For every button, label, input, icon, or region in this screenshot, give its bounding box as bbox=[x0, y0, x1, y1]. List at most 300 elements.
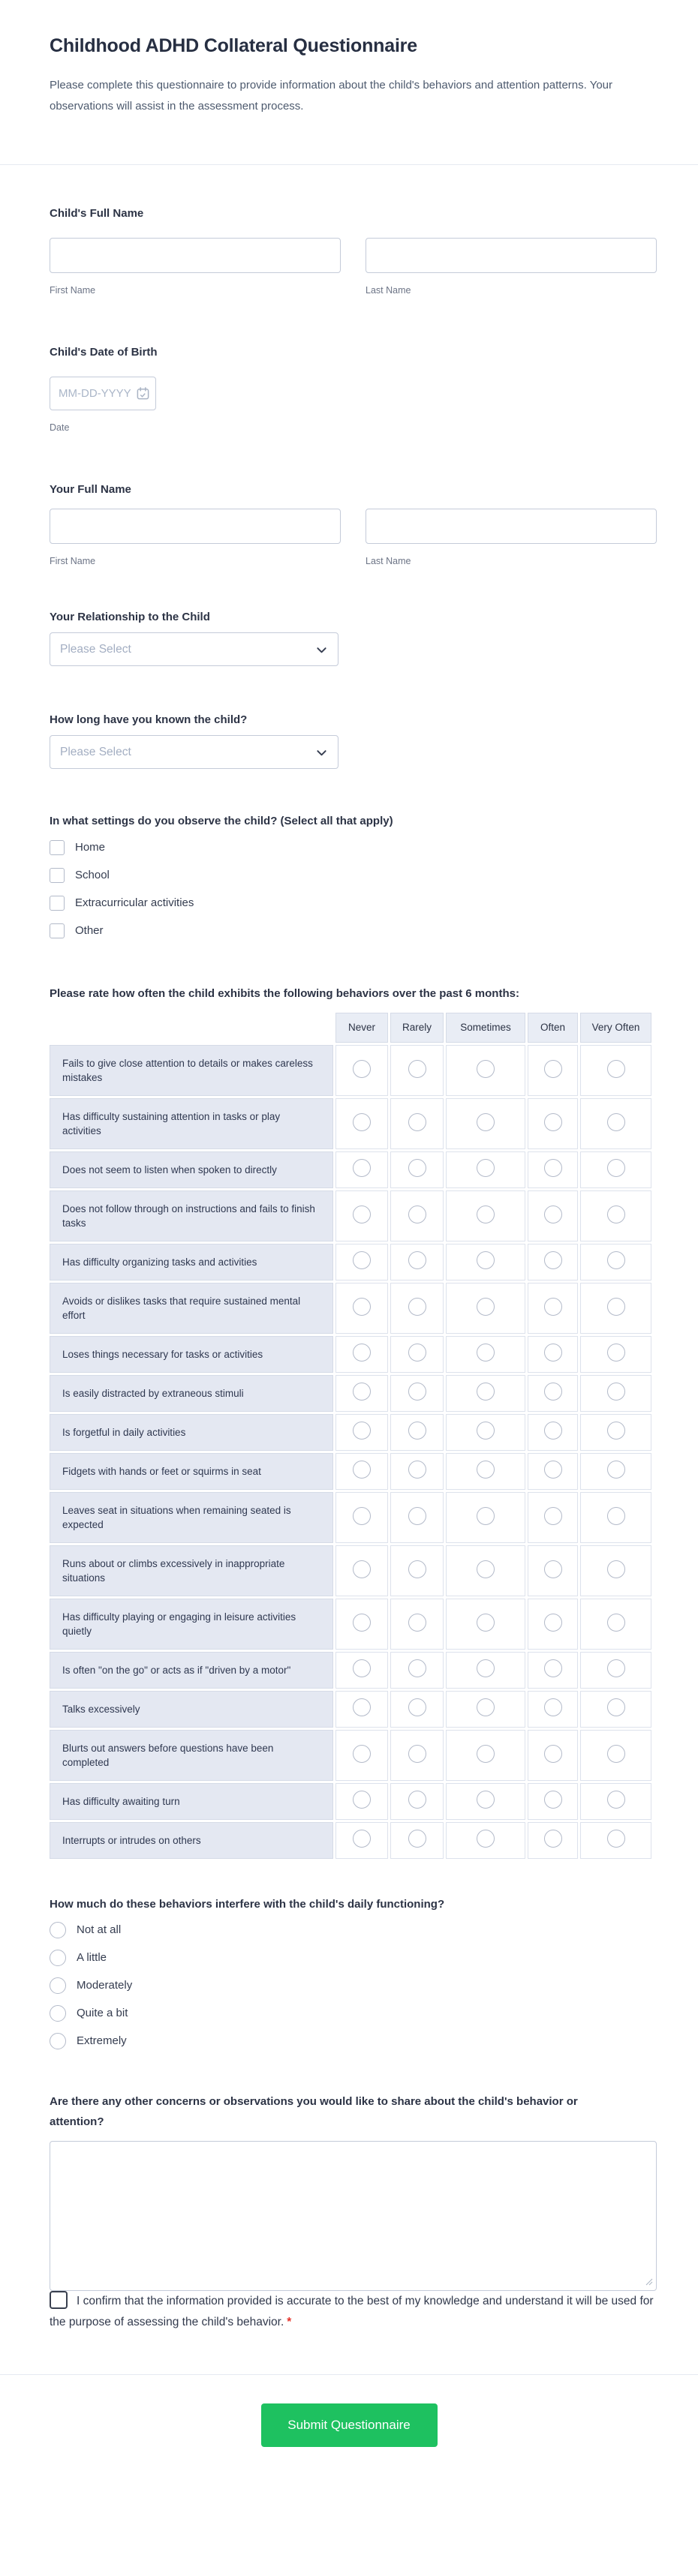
matrix-cell bbox=[446, 1492, 525, 1543]
matrix-cell bbox=[390, 1492, 444, 1543]
matrix-cell bbox=[390, 1190, 444, 1241]
matrix-cell bbox=[446, 1730, 525, 1781]
checkbox-option-other bbox=[50, 923, 657, 938]
matrix-cell bbox=[390, 1151, 444, 1188]
row-label: Talks excessively bbox=[50, 1691, 333, 1728]
checkbox-option-home bbox=[50, 840, 657, 855]
dob-sublabel: Date bbox=[50, 422, 70, 433]
column-header-very-often: Very Often bbox=[580, 1013, 651, 1043]
row-label: Fails to give close attention to details or makes careless mistakes bbox=[50, 1045, 333, 1096]
matrix-row bbox=[50, 1283, 651, 1334]
submit-area bbox=[41, 2403, 657, 2447]
matrix-radio[interactable] bbox=[353, 1344, 371, 1362]
matrix-cell bbox=[528, 1822, 578, 1859]
last-name-column bbox=[366, 238, 657, 296]
matrix-row bbox=[50, 1599, 651, 1650]
matrix-radio[interactable] bbox=[544, 1830, 562, 1848]
matrix-radio[interactable] bbox=[353, 1461, 371, 1479]
extracurricular-checkbox[interactable] bbox=[50, 896, 65, 911]
matrix-radio[interactable] bbox=[544, 1344, 562, 1362]
matrix-cell bbox=[580, 1336, 651, 1373]
row-label: Is easily distracted by extraneous stimuli bbox=[50, 1375, 333, 1412]
matrix-label: Please rate how often the child exhibits the following behaviors over the past 6 months: bbox=[50, 987, 519, 1000]
matrix-cell bbox=[446, 1244, 525, 1280]
matrix-radio[interactable] bbox=[607, 1344, 625, 1362]
settings-label: In what settings do you observe the child? (Select all that apply) bbox=[50, 815, 393, 827]
school-checkbox[interactable] bbox=[50, 868, 65, 883]
matrix-radio[interactable] bbox=[353, 1298, 371, 1316]
matrix-radio[interactable] bbox=[544, 1251, 562, 1269]
relationship-placeholder: Please Select bbox=[60, 642, 131, 656]
matrix-radio[interactable] bbox=[408, 1060, 426, 1078]
page-title: Childhood ADHD Collateral Questionnaire bbox=[50, 35, 417, 56]
matrix-cell bbox=[446, 1414, 525, 1451]
matrix-cell bbox=[335, 1336, 388, 1373]
your-name-label: Your Full Name bbox=[50, 483, 131, 496]
matrix-cell bbox=[335, 1453, 388, 1490]
a-little-radio[interactable] bbox=[50, 1950, 66, 1966]
matrix-radio[interactable] bbox=[477, 1461, 495, 1479]
matrix-row bbox=[50, 1730, 651, 1781]
matrix-cell bbox=[335, 1283, 388, 1334]
known-length-placeholder: Please Select bbox=[60, 745, 131, 758]
matrix-radio[interactable] bbox=[607, 1745, 625, 1763]
matrix-cell bbox=[528, 1151, 578, 1188]
behavior-matrix-table bbox=[47, 1010, 654, 1861]
matrix-cell bbox=[390, 1414, 444, 1451]
matrix-radio[interactable] bbox=[353, 1791, 371, 1809]
interference-label: How much do these behaviors interfere with the child's daily functioning? bbox=[50, 1898, 445, 1911]
child-first-name-input[interactable] bbox=[50, 238, 341, 273]
matrix-cell bbox=[580, 1098, 651, 1149]
matrix-cell bbox=[580, 1599, 651, 1650]
matrix-cell bbox=[580, 1822, 651, 1859]
matrix-radio[interactable] bbox=[408, 1791, 426, 1809]
matrix-radio[interactable] bbox=[408, 1344, 426, 1362]
matrix-cell bbox=[390, 1599, 444, 1650]
matrix-radio[interactable] bbox=[477, 1159, 495, 1177]
matrix-cell bbox=[335, 1822, 388, 1859]
extracurricular-label: Extracurricular activities bbox=[75, 896, 194, 909]
settings-options bbox=[50, 840, 657, 938]
matrix-radio[interactable] bbox=[353, 1422, 371, 1440]
matrix-cell bbox=[446, 1691, 525, 1728]
matrix-row bbox=[50, 1492, 651, 1543]
matrix-cell bbox=[580, 1151, 651, 1188]
matrix-cell bbox=[528, 1045, 578, 1096]
last-name-column bbox=[366, 509, 657, 567]
resize-handle-icon[interactable] bbox=[645, 2278, 653, 2286]
column-header-never: Never bbox=[335, 1013, 388, 1043]
chevron-down-icon bbox=[316, 644, 327, 656]
matrix-radio[interactable] bbox=[544, 1560, 562, 1578]
concerns-textarea[interactable] bbox=[50, 2141, 657, 2291]
quite-a-bit-label: Quite a bit bbox=[77, 2007, 128, 2019]
radio-option-not-at-all bbox=[50, 1922, 657, 1938]
matrix-corner-cell bbox=[50, 1013, 333, 1043]
matrix-radio[interactable] bbox=[607, 1383, 625, 1401]
matrix-radio[interactable] bbox=[607, 1830, 625, 1848]
matrix-radio[interactable] bbox=[477, 1251, 495, 1269]
child-name-label: Child's Full Name bbox=[50, 207, 144, 220]
matrix-radio[interactable] bbox=[477, 1344, 495, 1362]
matrix-radio[interactable] bbox=[408, 1507, 426, 1525]
matrix-radio[interactable] bbox=[408, 1698, 426, 1716]
matrix-radio[interactable] bbox=[544, 1745, 562, 1763]
matrix-radio[interactable] bbox=[544, 1159, 562, 1177]
matrix-cell bbox=[580, 1783, 651, 1820]
matrix-radio[interactable] bbox=[544, 1113, 562, 1131]
matrix-radio[interactable] bbox=[353, 1205, 371, 1223]
row-label: Has difficulty awaiting turn bbox=[50, 1783, 333, 1820]
matrix-row bbox=[50, 1691, 651, 1728]
matrix-cell bbox=[335, 1045, 388, 1096]
not-at-all-label: Not at all bbox=[77, 1923, 122, 1936]
matrix-radio[interactable] bbox=[477, 1745, 495, 1763]
matrix-cell bbox=[528, 1730, 578, 1781]
matrix-cell bbox=[335, 1244, 388, 1280]
column-header-often: Often bbox=[528, 1013, 578, 1043]
first-name-sublabel: First Name bbox=[50, 285, 96, 296]
matrix-radio[interactable] bbox=[477, 1205, 495, 1223]
matrix-radio[interactable] bbox=[544, 1507, 562, 1525]
matrix-radio[interactable] bbox=[607, 1113, 625, 1131]
a-little-label: A little bbox=[77, 1951, 107, 1964]
child-last-name-input[interactable] bbox=[366, 238, 657, 273]
matrix-row bbox=[50, 1545, 651, 1596]
row-label: Has difficulty organizing tasks and activities bbox=[50, 1244, 333, 1280]
matrix-cell bbox=[446, 1190, 525, 1241]
matrix-radio[interactable] bbox=[607, 1791, 625, 1809]
row-label: Does not follow through on instructions and fails to finish tasks bbox=[50, 1190, 333, 1241]
header-divider bbox=[0, 164, 698, 165]
matrix-radio[interactable] bbox=[353, 1251, 371, 1269]
matrix-cell bbox=[335, 1492, 388, 1543]
first-name-column bbox=[50, 509, 341, 567]
matrix-cell bbox=[528, 1652, 578, 1689]
matrix-radio[interactable] bbox=[607, 1060, 625, 1078]
required-asterisk: * bbox=[287, 2316, 292, 2328]
matrix-radio[interactable] bbox=[353, 1113, 371, 1131]
other-checkbox[interactable] bbox=[50, 923, 65, 938]
matrix-cell bbox=[446, 1151, 525, 1188]
matrix-cell bbox=[335, 1691, 388, 1728]
field-your-full-name bbox=[50, 482, 657, 567]
field-known-length bbox=[50, 713, 657, 769]
matrix-radio[interactable] bbox=[607, 1560, 625, 1578]
matrix-cell bbox=[335, 1652, 388, 1689]
matrix-radio[interactable] bbox=[408, 1830, 426, 1848]
matrix-cell bbox=[390, 1545, 444, 1596]
matrix-radio[interactable] bbox=[607, 1507, 625, 1525]
matrix-cell bbox=[335, 1545, 388, 1596]
matrix-radio[interactable] bbox=[544, 1461, 562, 1479]
extremely-label: Extremely bbox=[77, 2034, 127, 2047]
dob-input[interactable] bbox=[50, 377, 156, 410]
matrix-radio[interactable] bbox=[408, 1251, 426, 1269]
matrix-cell bbox=[580, 1652, 651, 1689]
matrix-radio[interactable] bbox=[408, 1113, 426, 1131]
matrix-radio[interactable] bbox=[544, 1383, 562, 1401]
matrix-cell bbox=[390, 1783, 444, 1820]
moderately-radio[interactable] bbox=[50, 1977, 66, 1994]
quite-a-bit-radio[interactable] bbox=[50, 2005, 66, 2022]
matrix-radio[interactable] bbox=[477, 1507, 495, 1525]
matrix-radio[interactable] bbox=[544, 1298, 562, 1316]
matrix-row bbox=[50, 1244, 651, 1280]
field-settings bbox=[50, 814, 657, 938]
child-name-inputs bbox=[50, 238, 657, 296]
matrix-cell bbox=[390, 1730, 444, 1781]
your-first-name-input[interactable] bbox=[50, 509, 341, 544]
matrix-cell bbox=[446, 1283, 525, 1334]
row-label: Fidgets with hands or feet or squirms in seat bbox=[50, 1453, 333, 1490]
school-label: School bbox=[75, 869, 110, 881]
matrix-radio[interactable] bbox=[353, 1560, 371, 1578]
matrix-cell bbox=[528, 1336, 578, 1373]
matrix-radio[interactable] bbox=[607, 1298, 625, 1316]
matrix-cell bbox=[580, 1545, 651, 1596]
matrix-radio[interactable] bbox=[544, 1422, 562, 1440]
matrix-cell bbox=[580, 1045, 651, 1096]
your-name-inputs bbox=[50, 509, 657, 567]
matrix-cell bbox=[528, 1283, 578, 1334]
checkbox-option-school bbox=[50, 868, 657, 883]
matrix-radio[interactable] bbox=[408, 1298, 426, 1316]
matrix-radio[interactable] bbox=[477, 1113, 495, 1131]
matrix-radio[interactable] bbox=[607, 1659, 625, 1677]
matrix-cell bbox=[335, 1730, 388, 1781]
radio-option-quite-a-bit bbox=[50, 2005, 657, 2022]
matrix-cell bbox=[446, 1336, 525, 1373]
row-label: Loses things necessary for tasks or activities bbox=[50, 1336, 333, 1373]
matrix-radio[interactable] bbox=[353, 1659, 371, 1677]
matrix-radio[interactable] bbox=[477, 1383, 495, 1401]
row-label: Interrupts or intrudes on others bbox=[50, 1822, 333, 1859]
home-checkbox[interactable] bbox=[50, 840, 65, 855]
matrix-radio[interactable] bbox=[408, 1745, 426, 1763]
matrix-cell bbox=[446, 1453, 525, 1490]
row-label: Does not seem to listen when spoken to directly bbox=[50, 1151, 333, 1188]
matrix-radio[interactable] bbox=[607, 1614, 625, 1632]
matrix-cell bbox=[335, 1783, 388, 1820]
matrix-cell bbox=[528, 1691, 578, 1728]
matrix-radio[interactable] bbox=[544, 1659, 562, 1677]
matrix-cell bbox=[335, 1190, 388, 1241]
radio-option-a-little bbox=[50, 1950, 657, 1966]
matrix-cell bbox=[580, 1283, 651, 1334]
matrix-row bbox=[50, 1783, 651, 1820]
matrix-radio[interactable] bbox=[477, 1659, 495, 1677]
matrix-radio[interactable] bbox=[607, 1159, 625, 1177]
matrix-cell bbox=[446, 1045, 525, 1096]
matrix-row bbox=[50, 1822, 651, 1859]
relationship-select[interactable] bbox=[50, 632, 338, 666]
matrix-radio[interactable] bbox=[544, 1614, 562, 1632]
matrix-cell bbox=[335, 1151, 388, 1188]
row-label: Runs about or climbs excessively in inappropriate situations bbox=[50, 1545, 333, 1596]
matrix-radio[interactable] bbox=[477, 1298, 495, 1316]
matrix-cell bbox=[446, 1375, 525, 1412]
confirm-checkbox[interactable] bbox=[50, 2291, 68, 2309]
confirmation-row bbox=[50, 2295, 654, 2328]
matrix-row bbox=[50, 1375, 651, 1412]
matrix-radio[interactable] bbox=[408, 1159, 426, 1177]
matrix-cell bbox=[446, 1599, 525, 1650]
matrix-cell bbox=[390, 1244, 444, 1280]
last-name-sublabel: Last Name bbox=[366, 556, 411, 566]
matrix-cell bbox=[446, 1098, 525, 1149]
matrix-radio[interactable] bbox=[607, 1461, 625, 1479]
matrix-row bbox=[50, 1453, 651, 1490]
matrix-radio[interactable] bbox=[607, 1698, 625, 1716]
matrix-radio[interactable] bbox=[607, 1251, 625, 1269]
matrix-row bbox=[50, 1045, 651, 1096]
known-length-select[interactable] bbox=[50, 735, 338, 769]
not-at-all-radio[interactable] bbox=[50, 1922, 66, 1938]
field-interference bbox=[50, 1897, 657, 2049]
matrix-radio[interactable] bbox=[544, 1698, 562, 1716]
radio-option-extremely bbox=[50, 2033, 657, 2049]
matrix-cell bbox=[528, 1244, 578, 1280]
matrix-cell bbox=[390, 1283, 444, 1334]
matrix-cell bbox=[390, 1822, 444, 1859]
matrix-row bbox=[50, 1336, 651, 1373]
row-label: Leaves seat in situations when remaining seated is expected bbox=[50, 1492, 333, 1543]
matrix-radio[interactable] bbox=[408, 1422, 426, 1440]
matrix-radio[interactable] bbox=[408, 1614, 426, 1632]
row-label: Has difficulty playing or engaging in leisure activities quietly bbox=[50, 1599, 333, 1650]
dob-input-wrap bbox=[50, 377, 156, 410]
row-label: Has difficulty sustaining attention in tasks or play activities bbox=[50, 1098, 333, 1149]
matrix-radio[interactable] bbox=[408, 1461, 426, 1479]
matrix-radio[interactable] bbox=[408, 1659, 426, 1677]
matrix-radio[interactable] bbox=[353, 1830, 371, 1848]
matrix-radio[interactable] bbox=[607, 1422, 625, 1440]
matrix-radio[interactable] bbox=[477, 1830, 495, 1848]
matrix-cell bbox=[528, 1190, 578, 1241]
chevron-down-icon bbox=[316, 747, 327, 758]
matrix-cell bbox=[335, 1098, 388, 1149]
home-label: Home bbox=[75, 841, 106, 854]
matrix-radio[interactable] bbox=[353, 1060, 371, 1078]
row-label: Avoids or dislikes tasks that require sustained mental effort bbox=[50, 1283, 333, 1334]
matrix-cell bbox=[580, 1190, 651, 1241]
matrix-cell bbox=[446, 1783, 525, 1820]
matrix-cell bbox=[580, 1453, 651, 1490]
dob-label: Child's Date of Birth bbox=[50, 346, 158, 359]
matrix-cell bbox=[580, 1375, 651, 1412]
row-label: Blurts out answers before questions have been completed bbox=[50, 1730, 333, 1781]
matrix-cell bbox=[528, 1599, 578, 1650]
matrix-row bbox=[50, 1414, 651, 1451]
matrix-radio[interactable] bbox=[408, 1383, 426, 1401]
confirm-label: I confirm that the information provided is accurate to the best of my knowledge and understand it will be used for the purpose of assessing the child's behavior. bbox=[50, 2295, 654, 2328]
matrix-radio[interactable] bbox=[353, 1698, 371, 1716]
matrix-cell bbox=[335, 1599, 388, 1650]
matrix-radio[interactable] bbox=[353, 1614, 371, 1632]
field-concerns bbox=[50, 2091, 657, 2291]
concerns-label: Are there any other concerns or observations you would like to share about the child's behavior or attention? bbox=[50, 2095, 578, 2128]
concerns-textarea-wrap bbox=[50, 2141, 657, 2291]
matrix-radio[interactable] bbox=[607, 1205, 625, 1223]
submit-divider bbox=[0, 2374, 698, 2375]
matrix-radio[interactable] bbox=[477, 1698, 495, 1716]
matrix-cell bbox=[528, 1414, 578, 1451]
matrix-radio[interactable] bbox=[477, 1614, 495, 1632]
matrix-cell bbox=[528, 1492, 578, 1543]
other-label: Other bbox=[75, 924, 104, 937]
matrix-cell bbox=[390, 1375, 444, 1412]
matrix-radio[interactable] bbox=[408, 1205, 426, 1223]
submit-button[interactable]: Submit Questionnaire bbox=[261, 2403, 438, 2447]
first-name-column bbox=[50, 238, 341, 296]
field-child-full-name bbox=[50, 206, 657, 296]
matrix-row bbox=[50, 1190, 651, 1241]
checkbox-option-extracurricular bbox=[50, 896, 657, 911]
your-last-name-input[interactable] bbox=[366, 509, 657, 544]
matrix-radio[interactable] bbox=[477, 1560, 495, 1578]
matrix-cell bbox=[390, 1453, 444, 1490]
matrix-cell bbox=[580, 1492, 651, 1543]
matrix-row bbox=[50, 1151, 651, 1188]
column-header-rarely: Rarely bbox=[390, 1013, 444, 1043]
matrix-cell bbox=[390, 1336, 444, 1373]
matrix-cell bbox=[335, 1375, 388, 1412]
field-behavior-matrix bbox=[50, 983, 657, 1861]
row-label: Is forgetful in daily activities bbox=[50, 1414, 333, 1451]
matrix-radio[interactable] bbox=[408, 1560, 426, 1578]
matrix-radio[interactable] bbox=[353, 1159, 371, 1177]
matrix-cell bbox=[580, 1414, 651, 1451]
matrix-cell bbox=[390, 1652, 444, 1689]
matrix-cell bbox=[528, 1098, 578, 1149]
matrix-row bbox=[50, 1098, 651, 1149]
matrix-cell bbox=[528, 1783, 578, 1820]
matrix-radio[interactable] bbox=[477, 1791, 495, 1809]
matrix-radio[interactable] bbox=[477, 1060, 495, 1078]
matrix-radio[interactable] bbox=[353, 1383, 371, 1401]
matrix-cell bbox=[390, 1691, 444, 1728]
extremely-radio[interactable] bbox=[50, 2033, 66, 2049]
matrix-radio[interactable] bbox=[477, 1422, 495, 1440]
matrix-radio[interactable] bbox=[353, 1745, 371, 1763]
matrix-cell bbox=[446, 1652, 525, 1689]
matrix-cell bbox=[335, 1414, 388, 1451]
matrix-cell bbox=[580, 1691, 651, 1728]
matrix-cell bbox=[446, 1545, 525, 1596]
row-label: Is often "on the go" or acts as if "driven by a motor" bbox=[50, 1652, 333, 1689]
relationship-label: Your Relationship to the Child bbox=[50, 611, 210, 623]
matrix-cell bbox=[390, 1098, 444, 1149]
field-relationship bbox=[50, 610, 657, 666]
field-confirmation bbox=[50, 2291, 657, 2333]
matrix-cell bbox=[580, 1730, 651, 1781]
matrix-radio[interactable] bbox=[544, 1791, 562, 1809]
matrix-cell bbox=[528, 1453, 578, 1490]
matrix-cell bbox=[528, 1375, 578, 1412]
page-description: Please complete this questionnaire to provide information about the child's behaviors and attention patterns. Your observations will assist in the assessment process. bbox=[50, 79, 613, 113]
matrix-radio[interactable] bbox=[353, 1507, 371, 1525]
matrix-cell bbox=[390, 1045, 444, 1096]
matrix-radio[interactable] bbox=[544, 1205, 562, 1223]
matrix-cell bbox=[446, 1822, 525, 1859]
matrix-header-row bbox=[50, 1013, 651, 1043]
matrix-cell bbox=[528, 1545, 578, 1596]
interference-options bbox=[50, 1922, 657, 2049]
matrix-radio[interactable] bbox=[544, 1060, 562, 1078]
known-length-label: How long have you known the child? bbox=[50, 713, 248, 726]
